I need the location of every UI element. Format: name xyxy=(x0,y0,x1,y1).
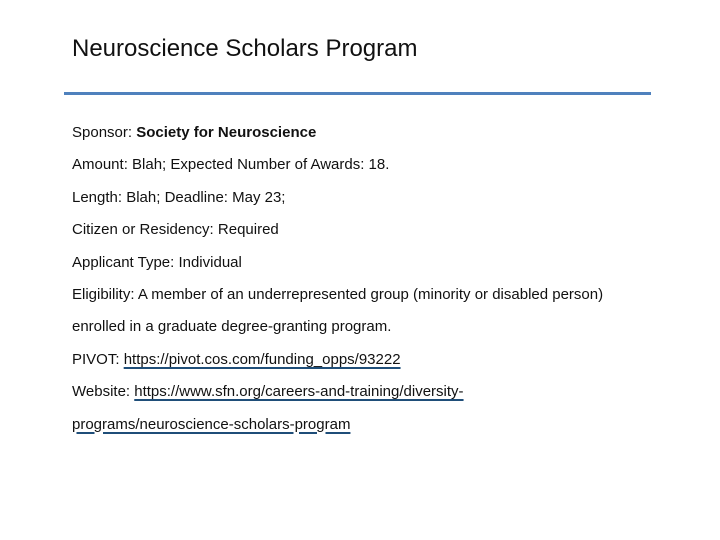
applicant-type-line: Applicant Type: Individual xyxy=(72,253,242,271)
sponsor-line xyxy=(72,121,682,153)
sponsor-value: Society for Neuroscience xyxy=(136,124,317,141)
eligibility-line-2: enrolled in a graduate degree-granting program. xyxy=(72,318,392,336)
citizen-line: Citizen or Residency: Required xyxy=(72,221,279,239)
title-divider xyxy=(64,92,651,95)
website-label: Website: xyxy=(72,383,135,401)
eligibility-line-1: Eligibility: A member of an underrepresented group (minority or disabled person) xyxy=(72,285,604,303)
page-title: Neuroscience Scholars Program xyxy=(72,35,418,62)
pivot-link[interactable]: https://pivot.cos.com/funding_opps/93222 xyxy=(123,350,401,368)
program-details xyxy=(72,121,682,445)
website-link-part-2[interactable]: programs/neuroscience-scholars-program xyxy=(72,415,351,433)
website-link-part-1[interactable]: https://www.sfn.org/careers-and-training/diversity- xyxy=(134,383,464,401)
amount-line: Amount: Blah; Expected Number of Awards: 18. xyxy=(72,156,390,174)
pivot-line xyxy=(72,348,682,380)
website-line-continued xyxy=(72,413,682,445)
sponsor-label: Sponsor: xyxy=(72,124,137,141)
pivot-label: PIVOT: xyxy=(72,350,124,368)
website-line xyxy=(72,380,682,412)
length-line: Length: Blah; Deadline: May 23; xyxy=(72,188,286,206)
